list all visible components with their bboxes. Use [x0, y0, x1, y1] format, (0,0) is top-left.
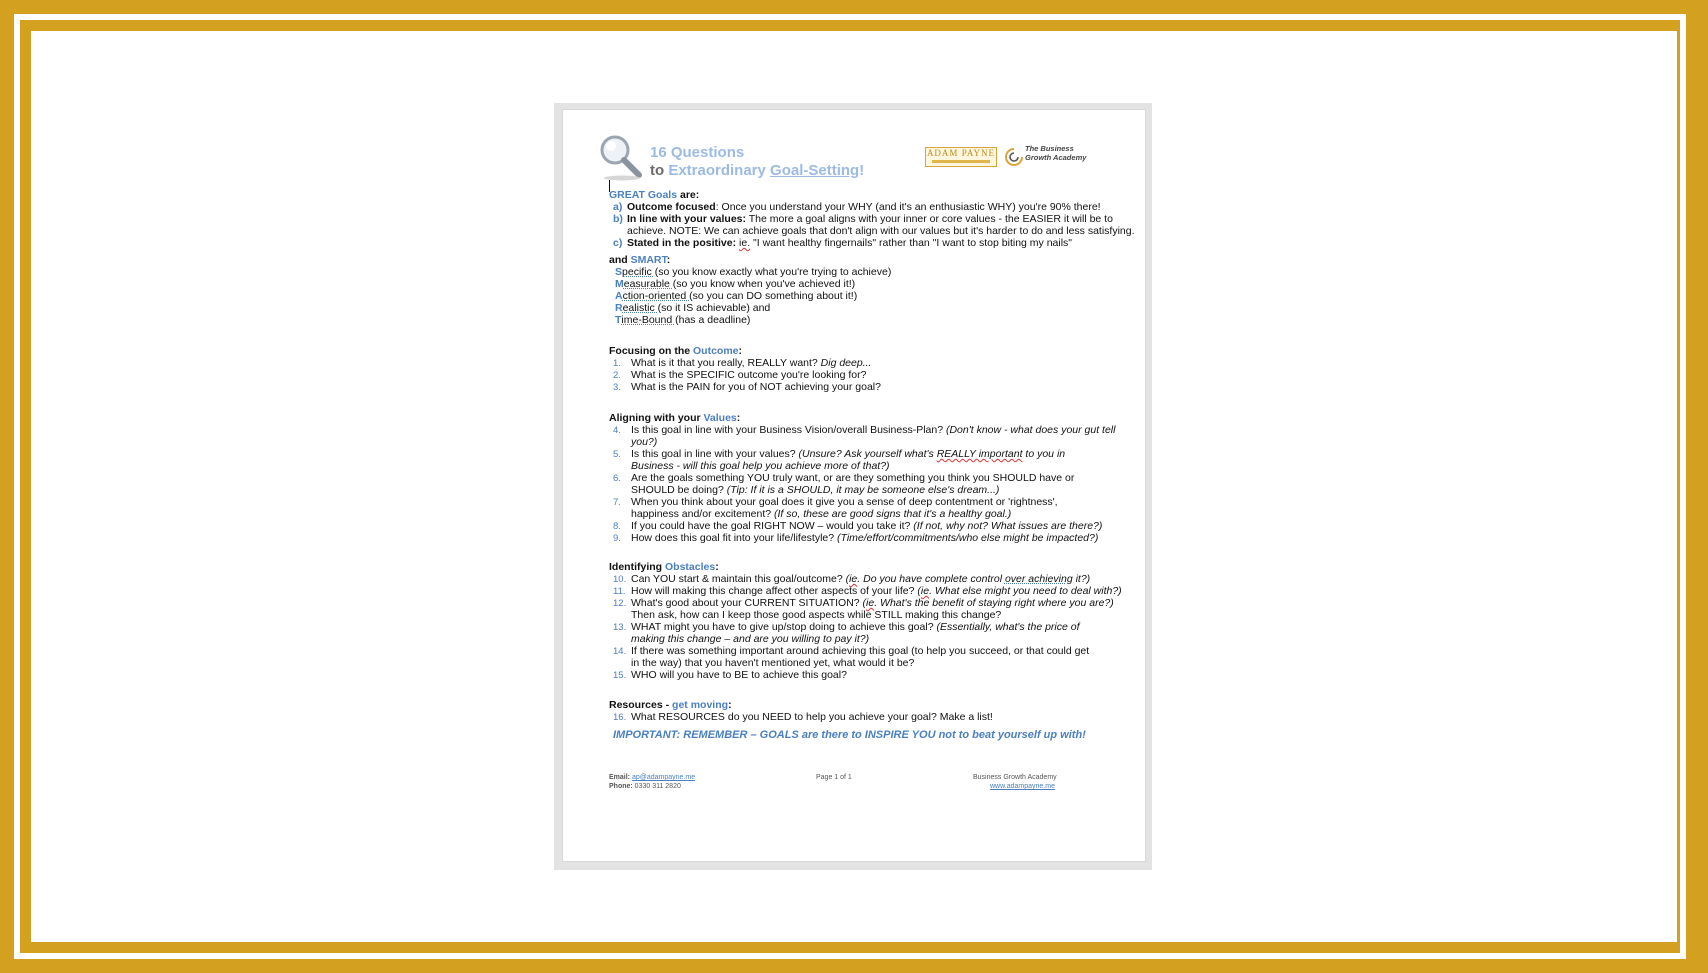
question-14: 14. If there was something important around achieving this goal (to help you succeed, or that could get: [613, 645, 1090, 657]
smart-item: Time-Bound (has a deadline): [615, 314, 751, 326]
question-4: 4. Is this goal in line with your Business Vision/overall Business-Plan? (Don't know - what does your gut tell: [613, 424, 1116, 436]
business-growth-academy-logo: [1003, 144, 1091, 170]
question-9: 9. How does this goal fit into your life/lifestyle? (Time/effort/commitments/who else might be impacted?): [613, 532, 1099, 544]
question-16: 16. What RESOURCES do you NEED to help you achieve your goal? Make a list!: [613, 711, 993, 723]
footer-phone: Phone: 0330 311 2820: [609, 783, 681, 790]
question-10: 10. Can YOU start & maintain this goal/outcome? (ie. Do you have complete control over achieving it?): [613, 573, 1091, 585]
smart-item: Specific (so you know exactly what you're trying to achieve): [615, 266, 892, 278]
question-6: 6. Are the goals something YOU truly want, or are they something you think you SHOULD have or: [613, 472, 1075, 484]
question-6-cont: SHOULD be doing? (Tip: If it is a SHOULD, it may be someone else's dream...): [631, 484, 1000, 496]
question-7: 7. When you think about your goal does it give you a sense of deep contentment or 'rightness',: [613, 496, 1058, 508]
great-heading: GREAT Goals are:: [609, 189, 700, 201]
question-1: 1. What is it that you really, REALLY want? Dig deep...: [613, 357, 872, 369]
email-link[interactable]: ap@adampayne.me: [631, 774, 696, 781]
question-5: 5. Is this goal in line with your values? (Unsure? Ask yourself what's REALLY important to you in: [613, 448, 1066, 460]
smart-item: Measurable (so you know when you've achieved it!): [615, 278, 856, 290]
important-note: IMPORTANT: REMEMBER – GOALS are there to INSPIRE YOU not to beat yourself up with!: [613, 729, 1086, 741]
question-4-cont: you?): [631, 436, 658, 448]
question-12-cont: Then ask, how can I keep those good aspects while STILL making this change?: [631, 609, 1002, 621]
resources-heading: Resources - get moving:: [609, 699, 732, 711]
doc-title-line2: to Extraordinary Goal-Setting!: [650, 162, 865, 179]
footer-page-number: Page 1 of 1: [816, 774, 852, 781]
question-2: 2. What is the SPECIFIC outcome you're looking for?: [613, 369, 867, 381]
values-heading: Aligning with your Values:: [609, 412, 741, 424]
footer-company: Business Growth Academy: [973, 774, 1057, 781]
question-13-cont: making this change – and are you willing to pay it?): [631, 633, 870, 645]
great-item-b-cont: achieve. NOTE: We can achieve goals that don't align with our values but it's harder to do and less satisfying.: [627, 225, 1135, 237]
smart-item: Action-oriented (so you can DO something about it!): [615, 290, 858, 302]
question-8: 8. If you could have the goal RIGHT NOW – would you take it? (If not, why not? What issues are there?): [613, 520, 1103, 532]
question-11: 11. How will making this change affect other aspects of your life? (ie. What else might you need to deal with?): [613, 585, 1122, 597]
question-14-cont: in the way) that you haven't mentioned yet, what would it be?: [631, 657, 915, 669]
footer-website: [990, 782, 1055, 791]
great-item-c: c) Stated in the positive: ie. "I want healthy fingernails" rather than "I want to stop biting my nails": [613, 237, 1073, 249]
outcome-heading: Focusing on the Outcome:: [609, 345, 743, 357]
bga-text: The Business Growth Academy: [1025, 144, 1087, 162]
magnifier-icon: [596, 132, 646, 182]
obstacles-heading: Identifying Obstacles:: [609, 561, 719, 573]
question-13: 13. WHAT might you have to give up/stop doing to achieve this goal? (Essentially, what's the price of: [613, 621, 1080, 633]
doc-title-line1: 16 Questions: [650, 144, 745, 161]
great-item-a: a) Outcome focused: Once you understand your WHY (and it's an enthusiastic WHY) you're 90% there!: [613, 201, 1101, 213]
swirl-icon: [1003, 146, 1025, 168]
adam-payne-logo: ADAM PAYNE: [925, 147, 997, 167]
question-15: 15. WHO will you have to BE to achieve this goal?: [613, 669, 847, 681]
website-link[interactable]: www.adampayne.me: [990, 783, 1055, 790]
great-item-b: b) In line with your values: The more a goal aligns with your inner or core values - the EASIER it will be to: [613, 213, 1113, 225]
smart-item: Realistic (so it IS achievable) and: [615, 302, 771, 314]
smart-heading: and SMART:: [609, 254, 671, 266]
footer-email: Email: ap@adampayne.me: [609, 774, 696, 781]
question-5-cont: Business - will this goal help you achieve more of that?): [631, 460, 890, 472]
question-7-cont: happiness and/or excitement? (If so, these are good signs that it's a healthy goal.): [631, 508, 1012, 520]
document-page: [562, 109, 1146, 862]
question-12: 12. What's good about your CURRENT SITUATION? (ie. What's the benefit of staying right where you are?): [613, 597, 1114, 609]
question-3: 3. What is the PAIN for you of NOT achieving your goal?: [613, 381, 881, 393]
